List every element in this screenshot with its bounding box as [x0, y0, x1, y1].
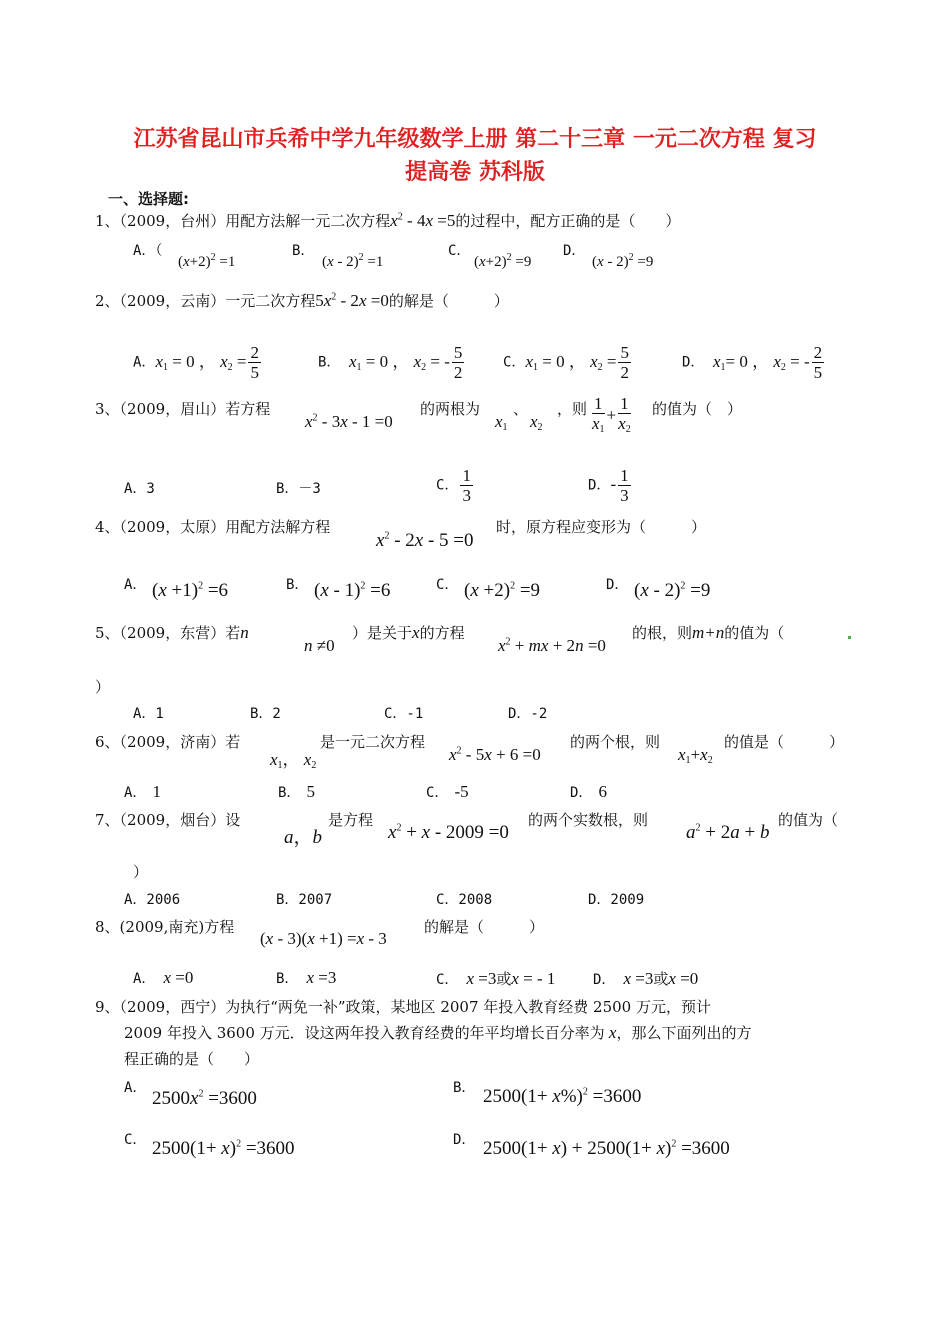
q6-option-c[interactable]: C． -5 [426, 782, 469, 801]
q6-option-b[interactable]: B． 5 [278, 782, 315, 801]
q4-option-c[interactable]: C． [436, 577, 459, 593]
q5-condition: n ≠0 [304, 636, 335, 655]
q5-option-d[interactable]: D．-2 [508, 706, 548, 722]
q1-option-c-expr: $(x+2)^2 =9$ [474, 252, 532, 270]
question-6 [95, 731, 240, 752]
q6-option-d[interactable]: D． 6 [570, 782, 607, 801]
q5-n: n [240, 623, 249, 642]
q8-option-b[interactable]: B． x =3 [276, 968, 337, 987]
q1-option-d[interactable]: D． [563, 243, 586, 259]
q6-stem: 6、（2009，济南）若 [95, 733, 241, 751]
q3-option-c[interactable]: C． $\frac{1}{3}$ [436, 466, 471, 505]
q7-option-b[interactable]: B．2007 [276, 892, 333, 908]
q2-option-a[interactable]: A．$x_1 = 0$ ， $x_2$ = $\frac{2}{5}$ [133, 343, 259, 382]
question-9-line-2: 2009 年投入 3600 万元．设这两年投入教育经费的年平均增长百分率为 x，那么下面列出的方 [124, 1023, 752, 1042]
q6-sum: $x_1+x_2$ [678, 745, 713, 766]
q9-option-b[interactable]: B． [453, 1080, 476, 1096]
q3-expression: $\frac{1}{x_1}$ + $\frac{1}{x_2}$ [592, 394, 631, 435]
q1-option-b[interactable]: B． [292, 243, 315, 259]
q7-mid: 是方程 [328, 811, 374, 829]
q4-option-d[interactable]: D． [606, 577, 629, 593]
q4-stem: 4、（2009，太原）用配方法解方程 [95, 518, 331, 536]
q8-option-d[interactable]: D． x =3或x =0 [593, 969, 699, 988]
q4-equation: $x^2 - 2x - 5 =0$ [376, 530, 474, 551]
q1-stem: 1、（2009，台州）用配方法解一元二次方程 [95, 212, 391, 230]
q5-option-c[interactable]: C．-1 [384, 706, 424, 722]
q7-option-c[interactable]: C．2008 [436, 892, 493, 908]
q3-option-d[interactable]: D．- $\frac{1}{3}$ [588, 466, 629, 505]
q5-option-a[interactable]: A．1 [133, 706, 164, 722]
q9-option-a-expr: $2500x^2 =3600$ [152, 1088, 257, 1109]
q4-option-b[interactable]: B． [286, 577, 309, 593]
q8-option-a[interactable]: A． x =0 [133, 968, 194, 987]
q7-stem: 7、（2009，烟台）设 [95, 811, 241, 829]
q8-stem-end: 的解是（ ） [424, 918, 545, 936]
q3-stem: 3、（2009，眉山）若方程 [95, 400, 271, 418]
q4-option-a[interactable]: A． [124, 577, 147, 593]
section-heading: 一、选择题: [108, 190, 189, 208]
q8-equation: (x - 3)(x +1) =x - 3 [260, 929, 387, 948]
q3-x2: $x_2$ [530, 412, 543, 433]
q7-ab: a，b [284, 827, 323, 848]
q9-option-c-expr: $2500(1+ x)^2 =3600$ [152, 1138, 295, 1159]
q8-stem: 8、(2009,南充)方程 [95, 918, 235, 936]
q7-expression: $a^2 + 2a + b$ [686, 822, 770, 843]
q3-then: ，则 [557, 400, 588, 418]
q5-equation: $x^2$ + mx + 2n =0 [498, 636, 606, 655]
question-9-line-1: 9、（2009，西宁）为执行“两免一补”政策，某地区 2007 年投入教育经费 2500 万元，预计 [95, 998, 711, 1016]
q6-mid: 是一元二次方程 [320, 733, 426, 751]
q4-option-d-expr: (x - 2)$^2$ =9 [634, 580, 711, 601]
q7-tail: 的值为（ [778, 811, 839, 829]
q1-option-b-expr: (x - 2)$^2$ =1 [322, 252, 384, 270]
q3-option-a[interactable]: A．3 [124, 481, 155, 497]
q9-option-d[interactable]: D． [453, 1132, 476, 1148]
q9-option-b-expr: $2500(1+ x\%)^2 =3600$ [483, 1086, 642, 1107]
q5-tail: 的根，则m+n的值为（ [632, 623, 785, 642]
q3-option-b[interactable]: B．－3 [276, 481, 321, 497]
q5-close: ） [95, 678, 111, 696]
q9-option-c[interactable]: C． [124, 1132, 147, 1148]
question-9-line-3: 程正确的是（ ） [124, 1050, 260, 1068]
question-3 [95, 398, 270, 419]
q8-option-c[interactable]: C． x =3或x = - 1 [436, 969, 556, 988]
question-5 [95, 622, 249, 643]
q5-stem: 5、（2009，东营）若 [95, 624, 241, 642]
q2-option-c[interactable]: C．$x_1 = 0$ ， $x_2$ = $\frac{5}{2}$ [503, 343, 629, 382]
q1-option-c[interactable]: C． [448, 243, 471, 259]
q7-equation: $x^2 + x - 2009 =0$ [388, 822, 509, 843]
q5-option-b[interactable]: B．2 [250, 706, 281, 722]
question-4 [95, 516, 330, 537]
q1-stem-end: 的过程中，配方正确的是（ ） [455, 212, 681, 230]
q3-sep: 、 [513, 400, 529, 418]
q3-roots: 的两根为 [420, 400, 481, 418]
q1-equation: $x^2 - 4x =5$ [390, 211, 456, 230]
title-line-2: 提高卷 苏科版 [405, 160, 545, 185]
q7-after: 的两个实数根，则 [528, 811, 649, 829]
q4-option-b-expr: (x - 1)$^2$ =6 [314, 580, 391, 601]
q9-option-d-expr: $2500(1+ x) + 2500(1+ x)^2 =3600$ [483, 1138, 730, 1159]
q6-option-a[interactable]: A． 1 [124, 782, 161, 801]
question-1 [95, 210, 680, 231]
q1-option-a[interactable]: A．（ [133, 243, 163, 259]
question-7 [95, 809, 240, 830]
q4-stem-end: 时，原方程应变形为（ ） [496, 518, 707, 536]
q2-stem-end: 的解是（ ） [388, 292, 509, 310]
q3-stem-end: 的值为（ ） [652, 400, 743, 418]
q4-option-a-expr: $(x +1)^2 =6$ [152, 580, 229, 601]
q3-equation: $x^2 - 3x - 1 =0$ [305, 412, 393, 431]
question-8 [95, 916, 234, 937]
q6-roots: $x_1$， $x_2$ [270, 750, 317, 771]
q6-equation: $x^2 - 5x + 6 =0$ [449, 745, 541, 764]
q7-option-a[interactable]: A．2006 [124, 892, 181, 908]
q7-close: ） [133, 863, 149, 881]
q6-tail: 的值是（ ） [724, 733, 845, 751]
title-line-1: 江苏省昆山市兵希中学九年级数学上册 第二十三章 一元二次方程 复习 [133, 127, 817, 152]
q9-option-a[interactable]: A． [124, 1080, 147, 1096]
q6-after: 的两个根，则 [570, 733, 661, 751]
q2-equation: $5x^2 - 2x =0$ [315, 291, 389, 310]
q5-mid: ）是关于x的方程 [352, 623, 465, 642]
q1-option-a-expr: $(x+2)^2 =1$ [178, 252, 236, 270]
q2-option-b[interactable]: B． $x_1 = 0$ ， $x_2$ = - $\frac{5}{2}$ [318, 343, 463, 382]
q1-option-d-expr: (x - 2)$^2$ =9 [592, 252, 654, 270]
q4-option-c-expr: $(x +2)^2 =9$ [464, 580, 541, 601]
q2-option-d[interactable]: D． $x_1= 0$ ， $x_2$ = - $\frac{2}{5}$ [682, 343, 823, 382]
q7-option-d[interactable]: D．2009 [588, 892, 645, 908]
question-2 [95, 290, 509, 311]
q3-x1: $x_1$ [495, 412, 508, 433]
q2-stem: 2、（2009，云南）一元二次方程 [95, 292, 316, 310]
stray-dot [848, 636, 851, 639]
